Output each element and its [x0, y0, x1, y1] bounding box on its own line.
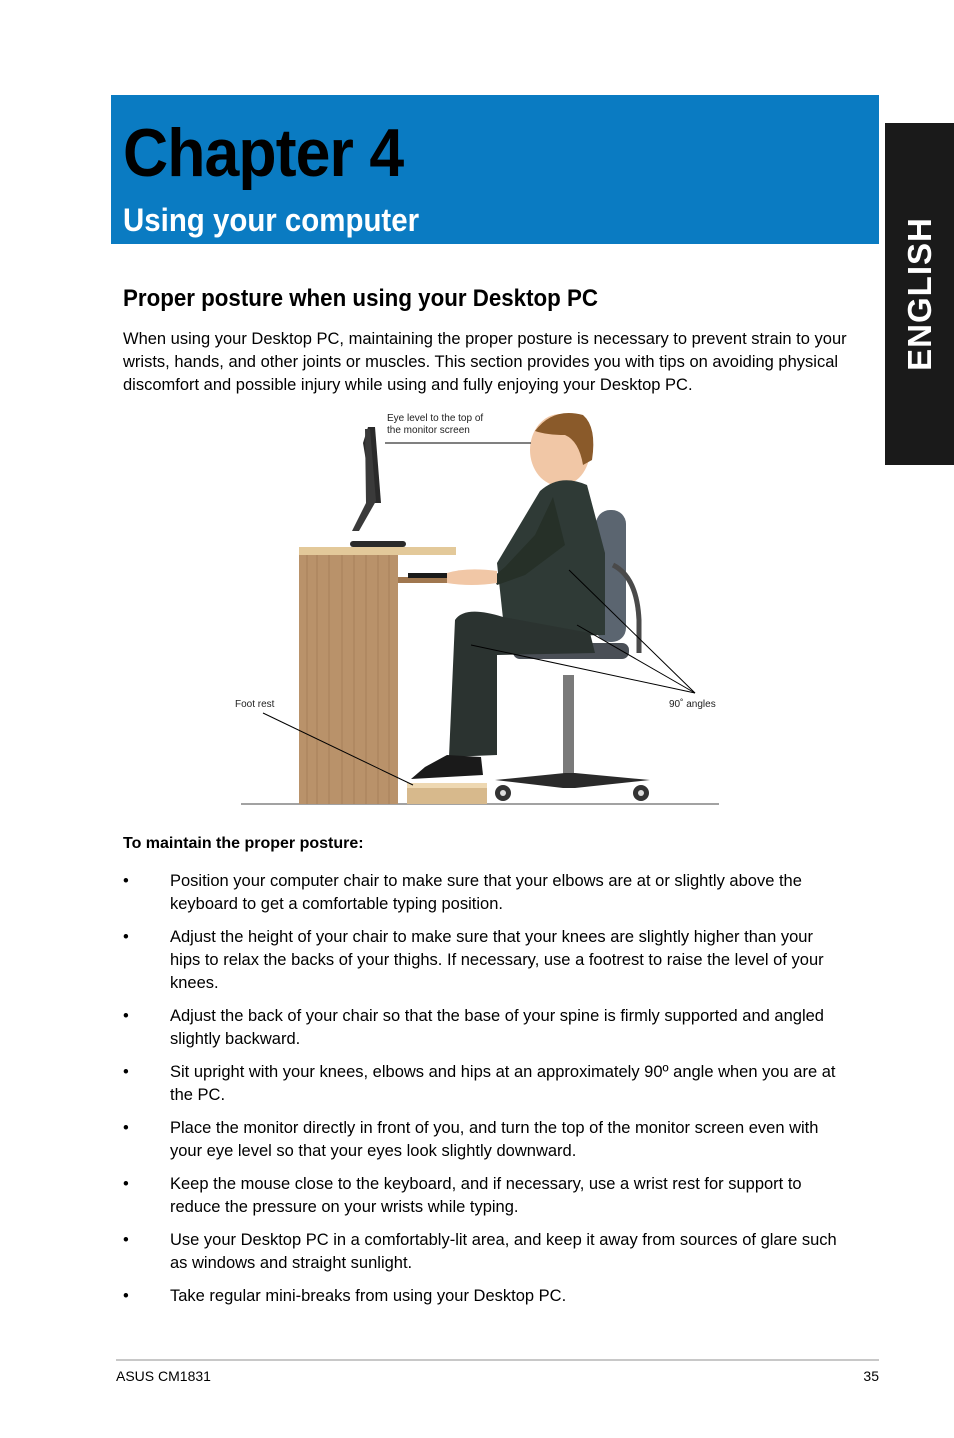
bullet-icon: •	[123, 872, 129, 890]
list-item-text: Use your Desktop PC in a comfortably-lit area, and keep it away from sources of glare such as windows and straight sunlight.	[170, 1231, 837, 1272]
foot-rest-label: Foot rest	[235, 699, 275, 710]
bullet-icon: •	[123, 1119, 129, 1137]
bullet-icon: •	[123, 1287, 129, 1305]
footer-product-name: ASUS CM1831	[116, 1368, 211, 1384]
list-item	[123, 1285, 847, 1308]
bullet-icon: •	[123, 1175, 129, 1193]
eye-level-label	[387, 413, 483, 437]
list-item-text: Position your computer chair to make sure that your elbows are at or slightly above the keyboard to get a comfortable typing position.	[170, 872, 802, 913]
footer-page-number: 35	[863, 1368, 879, 1384]
list-item	[123, 1117, 847, 1163]
list-item-text: Sit upright with your knees, elbows and hips at an approximately 90º angle when you are at the PC.	[170, 1063, 836, 1104]
list-item	[123, 1061, 847, 1107]
bullet-icon: •	[123, 1231, 129, 1249]
posture-tips-list	[123, 870, 847, 1318]
footer-divider	[116, 1359, 879, 1361]
posture-list-heading: To maintain the proper posture:	[123, 835, 364, 852]
list-item	[123, 1173, 847, 1219]
bullet-icon: •	[123, 928, 129, 946]
list-item-text: Keep the mouse close to the keyboard, and if necessary, use a wrist rest for support to reduce the pressure on your wrists while typing.	[170, 1175, 802, 1216]
list-item-text: Adjust the back of your chair so that the base of your spine is firmly supported and angled slightly backward.	[170, 1007, 824, 1048]
foot-rest	[407, 783, 487, 804]
angles-label: 90˚ angles	[669, 699, 716, 710]
list-item	[123, 870, 847, 916]
posture-illustration	[235, 405, 725, 810]
posture-drawing	[235, 405, 725, 810]
list-item	[123, 1005, 847, 1051]
language-tab	[885, 123, 954, 465]
list-item-text: Adjust the height of your chair to make sure that your knees are slightly higher than your hips to relax the backs of your thighs. If necessary, use a footrest to raise the level of your knees.	[170, 928, 824, 992]
language-tab-label: ENGLISH	[900, 217, 938, 371]
chapter-banner	[111, 95, 879, 244]
list-item	[123, 1229, 847, 1275]
list-item-text: Place the monitor directly in front of you, and turn the top of the monitor screen even with your eye level so that your eyes look slightly downward.	[170, 1119, 819, 1160]
seated-person	[411, 413, 605, 779]
list-item	[123, 926, 847, 995]
monitor	[350, 427, 406, 547]
bullet-icon: •	[123, 1063, 129, 1081]
intro-paragraph: When using your Desktop PC, maintaining the proper posture is necessary to prevent strain to your wrists, hands, and other joints or muscles. This section provides you with tips on avoiding physical discomfort and possible injury while using and fully enjoying your Desktop PC.	[123, 330, 847, 394]
section-heading: Proper posture when using your Desktop PC	[123, 285, 598, 312]
chapter-title: Chapter 4	[123, 115, 404, 191]
list-item-text: Take regular mini-breaks from using your Desktop PC.	[170, 1287, 567, 1305]
bullet-icon: •	[123, 1007, 129, 1025]
chapter-subtitle: Using your computer	[123, 202, 420, 238]
eye-level-label-line1: Eye level to the top of	[387, 413, 484, 424]
eye-level-label-line2: the monitor screen	[387, 425, 470, 436]
